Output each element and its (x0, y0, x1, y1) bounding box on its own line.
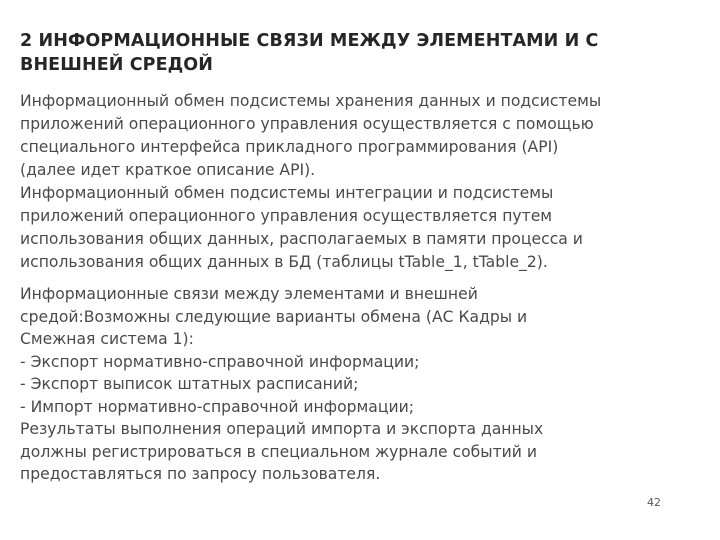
text-line: приложений операционного управления осуществляется путем (20, 207, 553, 225)
text-line: приложений операционного управления осуществляется с помощью (20, 115, 594, 133)
page-number: 42 (647, 496, 661, 509)
text-line: Результаты выполнения операций импорта и экспорта данных (20, 420, 544, 438)
body-paragraph-api (20, 90, 710, 274)
list-item: - Экспорт выписок штатных расписаний; (20, 375, 359, 393)
text-line: предоставляться по запросу пользователя. (20, 465, 381, 483)
text-line: должны регистрироваться в специальном журнале событий и (20, 442, 538, 461)
text-line: использования общих данных, располагаемых в памяти процесса и (20, 230, 583, 248)
list-item: - Импорт нормативно-справочной информации; (20, 397, 414, 416)
list-item: - Экспорт нормативно-справочной информации; (20, 352, 420, 371)
text-line: (далее идет краткое описание API). (20, 161, 316, 179)
slide-title-line: ВНЕШНЕЙ СРЕДОЙ (20, 55, 214, 75)
text-line: использования общих данных в БД (таблицы tTable_1, tTable_2). (20, 253, 548, 271)
text-line: Информационный обмен подсистемы интеграции и подсистемы (20, 184, 554, 202)
text-line: Информационный обмен подсистемы хранения данных и подсистемы (20, 92, 602, 110)
text-line: Смежная система 1): (20, 330, 194, 348)
text-line: специального интерфейса прикладного программирования (API) (20, 138, 559, 156)
text-line: средой:Возможны следующие варианты обмена (АС Кадры и (20, 307, 528, 326)
slide-title-line: 2 ИНФОРМАЦИОННЫЕ СВЯЗИ МЕЖДУ ЭЛЕМЕНТАМИ И С (20, 31, 599, 51)
body-paragraph-external (20, 283, 710, 486)
text-line: Информационные связи между элементами и внешней (20, 285, 478, 303)
slide-title (20, 29, 700, 77)
